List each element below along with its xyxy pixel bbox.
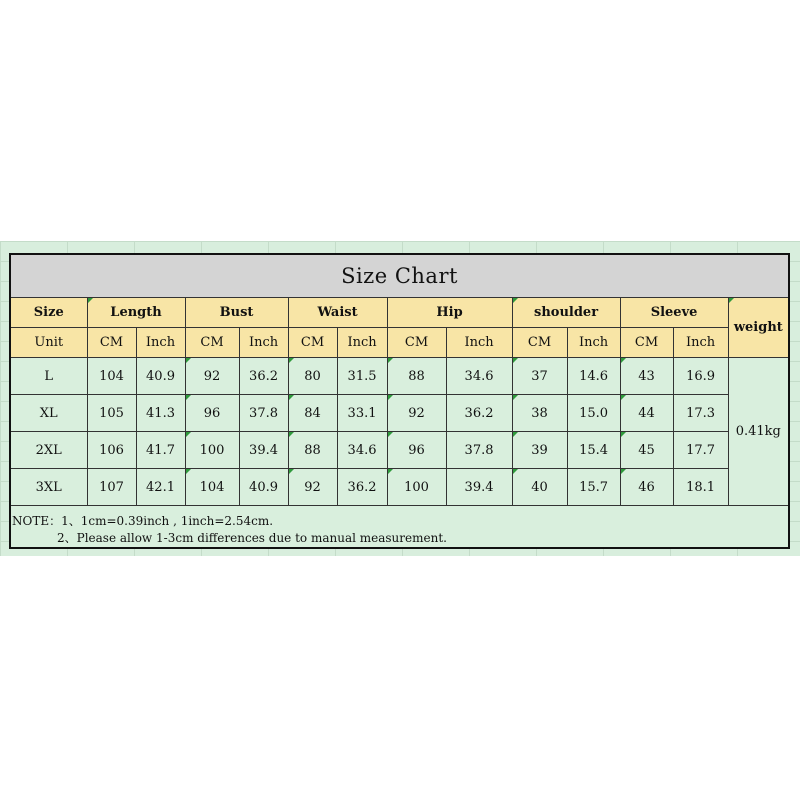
header-length: Length bbox=[87, 298, 185, 328]
cell-sleeve-inch: 17.7 bbox=[673, 432, 728, 469]
cell-size: XL bbox=[11, 395, 87, 432]
table-row bbox=[11, 358, 788, 395]
cell-bust-cm: 92 bbox=[185, 358, 239, 395]
header-waist: Waist bbox=[288, 298, 387, 328]
cell-hip-inch: 37.8 bbox=[446, 432, 512, 469]
cell-shoulder-inch: 15.0 bbox=[567, 395, 620, 432]
chart-title: Size Chart bbox=[11, 255, 788, 298]
unit-cm: CM bbox=[512, 328, 567, 358]
cell-hip-inch: 39.4 bbox=[446, 469, 512, 506]
size-table bbox=[11, 298, 788, 506]
cell-waist-inch: 31.5 bbox=[337, 358, 387, 395]
table-row bbox=[11, 432, 788, 469]
unit-inch: Inch bbox=[239, 328, 288, 358]
cell-length-cm: 105 bbox=[87, 395, 136, 432]
cell-sleeve-inch: 17.3 bbox=[673, 395, 728, 432]
cell-sleeve-cm: 45 bbox=[620, 432, 673, 469]
unit-cm: CM bbox=[87, 328, 136, 358]
cell-waist-cm: 92 bbox=[288, 469, 337, 506]
unit-cm: CM bbox=[620, 328, 673, 358]
table-row bbox=[11, 395, 788, 432]
cell-hip-cm: 88 bbox=[387, 358, 446, 395]
unit-cm: CM bbox=[288, 328, 337, 358]
cell-waist-inch: 33.1 bbox=[337, 395, 387, 432]
cell-shoulder-inch: 14.6 bbox=[567, 358, 620, 395]
cell-sleeve-cm: 44 bbox=[620, 395, 673, 432]
cell-waist-cm: 80 bbox=[288, 358, 337, 395]
cell-length-cm: 104 bbox=[87, 358, 136, 395]
cell-size: 2XL bbox=[11, 432, 87, 469]
cell-hip-cm: 92 bbox=[387, 395, 446, 432]
cell-waist-inch: 36.2 bbox=[337, 469, 387, 506]
cell-bust-inch: 39.4 bbox=[239, 432, 288, 469]
cell-waist-inch: 34.6 bbox=[337, 432, 387, 469]
cell-length-inch: 42.1 bbox=[136, 469, 185, 506]
note-line-2: 2、Please allow 1-3cm differences due to manual measurement. bbox=[57, 531, 447, 545]
header-bust: Bust bbox=[185, 298, 288, 328]
header-sleeve: Sleeve bbox=[620, 298, 728, 328]
cell-hip-inch: 36.2 bbox=[446, 395, 512, 432]
unit-inch: Inch bbox=[136, 328, 185, 358]
unit-inch: Inch bbox=[567, 328, 620, 358]
cell-shoulder-inch: 15.7 bbox=[567, 469, 620, 506]
header-row bbox=[11, 298, 788, 328]
cell-hip-inch: 34.6 bbox=[446, 358, 512, 395]
header-shoulder: shoulder bbox=[512, 298, 620, 328]
unit-cm: CM bbox=[387, 328, 446, 358]
cell-sleeve-cm: 46 bbox=[620, 469, 673, 506]
cell-shoulder-cm: 37 bbox=[512, 358, 567, 395]
cell-bust-cm: 100 bbox=[185, 432, 239, 469]
size-chart bbox=[9, 253, 790, 549]
note-line-1: NOTE：1、1cm=0.39inch , 1inch=2.54cm. bbox=[12, 514, 274, 528]
cell-waist-cm: 88 bbox=[288, 432, 337, 469]
header-hip: Hip bbox=[387, 298, 512, 328]
header-weight: weight bbox=[728, 298, 788, 358]
cell-shoulder-cm: 39 bbox=[512, 432, 567, 469]
cell-length-cm: 107 bbox=[87, 469, 136, 506]
cell-size: 3XL bbox=[11, 469, 87, 506]
cell-length-inch: 40.9 bbox=[136, 358, 185, 395]
cell-hip-cm: 100 bbox=[387, 469, 446, 506]
unit-cm: CM bbox=[185, 328, 239, 358]
unit-label: Unit bbox=[11, 328, 87, 358]
cell-length-inch: 41.7 bbox=[136, 432, 185, 469]
cell-sleeve-inch: 16.9 bbox=[673, 358, 728, 395]
cell-shoulder-cm: 40 bbox=[512, 469, 567, 506]
cell-bust-cm: 104 bbox=[185, 469, 239, 506]
unit-inch: Inch bbox=[446, 328, 512, 358]
cell-length-cm: 106 bbox=[87, 432, 136, 469]
unit-row bbox=[11, 328, 788, 358]
header-size: Size bbox=[11, 298, 87, 328]
cell-waist-cm: 84 bbox=[288, 395, 337, 432]
cell-bust-inch: 36.2 bbox=[239, 358, 288, 395]
table-row bbox=[11, 469, 788, 506]
unit-inch: Inch bbox=[673, 328, 728, 358]
cell-length-inch: 41.3 bbox=[136, 395, 185, 432]
cell-bust-cm: 96 bbox=[185, 395, 239, 432]
unit-inch: Inch bbox=[337, 328, 387, 358]
cell-shoulder-inch: 15.4 bbox=[567, 432, 620, 469]
cell-bust-inch: 37.8 bbox=[239, 395, 288, 432]
cell-sleeve-cm: 43 bbox=[620, 358, 673, 395]
cell-size: L bbox=[11, 358, 87, 395]
cell-sleeve-inch: 18.1 bbox=[673, 469, 728, 506]
cell-shoulder-cm: 38 bbox=[512, 395, 567, 432]
notes bbox=[12, 513, 782, 547]
cell-weight: 0.41kg bbox=[728, 358, 788, 506]
cell-hip-cm: 96 bbox=[387, 432, 446, 469]
cell-bust-inch: 40.9 bbox=[239, 469, 288, 506]
